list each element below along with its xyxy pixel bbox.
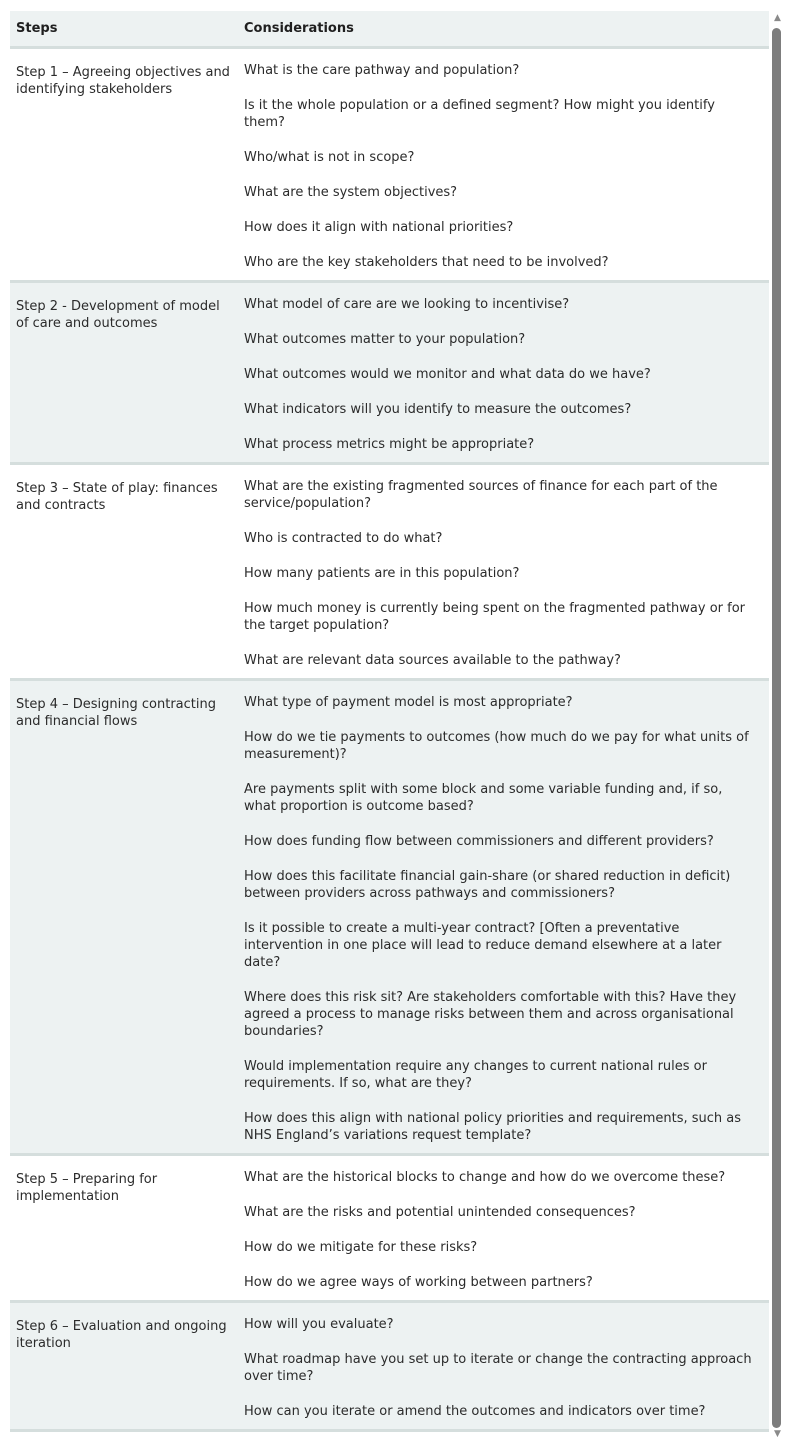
scroll-up-arrow-icon[interactable]: ▲ xyxy=(774,13,781,23)
considerations-cell xyxy=(238,681,769,1153)
step-label: Step 1 – Agreeing objectives and identifying stakeholders xyxy=(16,65,230,97)
considerations-cell xyxy=(238,1156,769,1300)
consideration-item: What outcomes would we monitor and what data do we have? xyxy=(244,367,651,382)
table-row xyxy=(10,1303,769,1432)
consideration-item: How does this align with national policy priorities and requirements, such as NHS England’s variations request template? xyxy=(244,1111,742,1143)
consideration-item: How do we tie payments to outcomes (how much do we pay for what units of measurement)? xyxy=(244,730,749,762)
table-header xyxy=(10,11,769,49)
table-row xyxy=(10,681,769,1156)
header-considerations: Considerations xyxy=(244,21,354,36)
consideration-item: What are relevant data sources available to the pathway? xyxy=(244,653,621,668)
considerations-cell xyxy=(238,465,769,678)
consideration-item: How can you iterate or amend the outcomes and indicators over time? xyxy=(244,1404,706,1419)
vertical-scrollbar[interactable] xyxy=(770,0,794,1453)
considerations-cell xyxy=(238,49,769,280)
consideration-item: Is it the whole population or a defined segment? How might you identify them? xyxy=(244,98,715,130)
consideration-item: What type of payment model is most appropriate? xyxy=(244,695,573,710)
consideration-item: How many patients are in this population? xyxy=(244,566,520,581)
consideration-item: How does this facilitate financial gain-share (or shared reduction in deficit) between providers across pathways and commissioners? xyxy=(244,869,731,901)
scroll-down-arrow-icon[interactable]: ▼ xyxy=(774,1429,781,1439)
consideration-item: Would implementation require any changes to current national rules or requirements. If so, what are they? xyxy=(244,1059,707,1091)
step-label: Step 3 – State of play: finances and contracts xyxy=(16,481,218,513)
consideration-item: What indicators will you identify to measure the outcomes? xyxy=(244,402,632,417)
step-label: Step 4 – Designing contracting and financial flows xyxy=(16,697,216,729)
table-row xyxy=(10,49,769,283)
consideration-item: What model of care are we looking to incentivise? xyxy=(244,297,570,312)
table-row xyxy=(10,283,769,465)
consideration-item: What are the risks and potential unintended consequences? xyxy=(244,1205,636,1220)
steps-considerations-table xyxy=(10,11,769,1432)
consideration-item: What are the historical blocks to change and how do we overcome these? xyxy=(244,1170,726,1185)
consideration-item: Who/what is not in scope? xyxy=(244,150,415,165)
table-row xyxy=(10,1156,769,1303)
consideration-item: What is the care pathway and population? xyxy=(244,63,520,78)
consideration-item: Is it possible to create a multi-year contract? [Often a preventative intervention in one place will lead to reduce demand elsewhere at a later date? xyxy=(244,921,722,970)
considerations-cell xyxy=(238,1303,769,1429)
consideration-item: How does it align with national priorities? xyxy=(244,220,514,235)
scrollbar-thumb[interactable] xyxy=(772,28,781,1428)
consideration-item: How does funding flow between commissioners and different providers? xyxy=(244,834,714,849)
consideration-item: Who are the key stakeholders that need to be involved? xyxy=(244,255,609,270)
consideration-item: Who is contracted to do what? xyxy=(244,531,443,546)
consideration-item: Are payments split with some block and some variable funding and, if so, what proportion is outcome based? xyxy=(244,782,723,814)
consideration-item: What are the existing fragmented sources of finance for each part of the service/population? xyxy=(244,479,718,511)
consideration-item: How much money is currently being spent on the fragmented pathway or for the target population? xyxy=(244,601,746,633)
consideration-item: What roadmap have you set up to iterate or change the contracting approach over time? xyxy=(244,1352,752,1384)
table-body xyxy=(10,49,769,1432)
step-label: Step 5 – Preparing for implementation xyxy=(16,1172,158,1204)
step-label: Step 6 – Evaluation and ongoing iteration xyxy=(16,1319,227,1351)
considerations-cell xyxy=(238,283,769,462)
consideration-item: How do we mitigate for these risks? xyxy=(244,1240,478,1255)
consideration-item: What are the system objectives? xyxy=(244,185,458,200)
table-row xyxy=(10,465,769,681)
header-steps: Steps xyxy=(16,21,58,36)
consideration-item: What process metrics might be appropriate? xyxy=(244,437,535,452)
consideration-item: Where does this risk sit? Are stakeholders comfortable with this? Have they agreed a process to manage risks between them and across organisational boundaries? xyxy=(244,990,737,1039)
step-label: Step 2 - Development of model of care and outcomes xyxy=(16,299,220,331)
consideration-item: What outcomes matter to your population? xyxy=(244,332,526,347)
consideration-item: How will you evaluate? xyxy=(244,1317,394,1332)
consideration-item: How do we agree ways of working between partners? xyxy=(244,1275,593,1290)
